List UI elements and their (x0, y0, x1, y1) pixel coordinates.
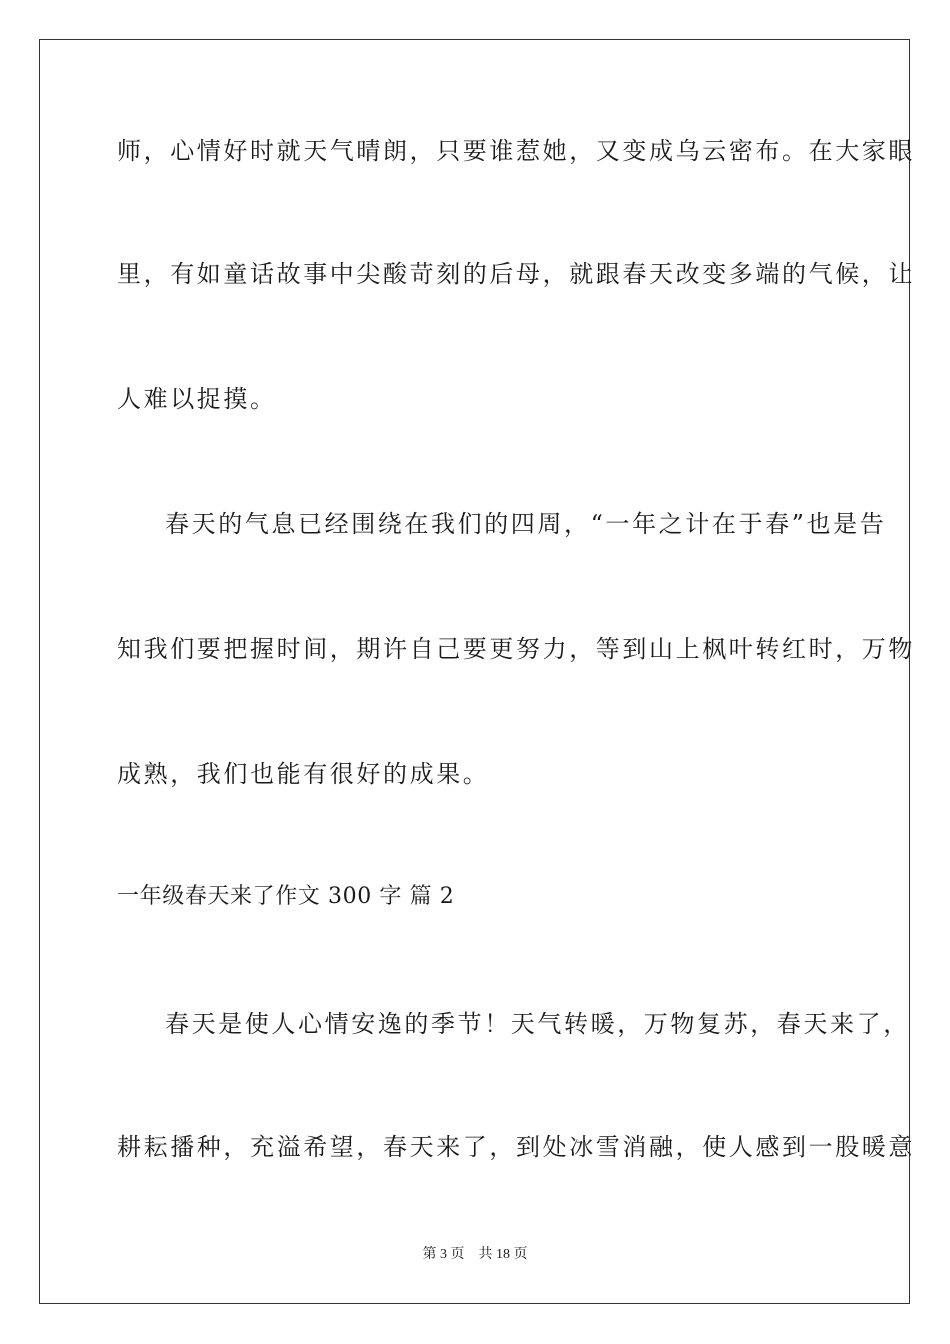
page-border (39, 39, 915, 1304)
paragraph-line: 春天是使人心情安逸的季节！天气转暖，万物复苏，春天来了， (165, 1010, 910, 1038)
paragraph-line: 人难以捉摸。 (117, 385, 277, 413)
page-footer (0, 1246, 950, 1264)
paragraph-line: 耕耘播种，充溢希望，春天来了，到处冰雪消融，使人感到一股暖意 (117, 1133, 915, 1161)
section-heading: 一年级春天来了作文 300 字 篇 2 (117, 884, 455, 909)
paragraph-line: 春天的气息已经围绕在我们的四周，“一年之计在于春”也是告 (165, 510, 887, 538)
current-page-number: 第 3 页 (422, 1247, 465, 1262)
paragraph-line: 师，心情好时就天气晴朗，只要谁惹她，又变成乌云密布。在大家眼 (117, 137, 915, 165)
total-pages: 共 18 页 (478, 1247, 528, 1262)
paragraph-line: 里，有如童话故事中尖酸苛刻的后母，就跟春天改变多端的气候，让 (117, 260, 915, 288)
paragraph-line: 知我们要把握时间，期许自己要更努力，等到山上枫叶转红时，万物 (117, 635, 915, 663)
paragraph-line: 成熟，我们也能有很好的成果。 (117, 760, 490, 788)
